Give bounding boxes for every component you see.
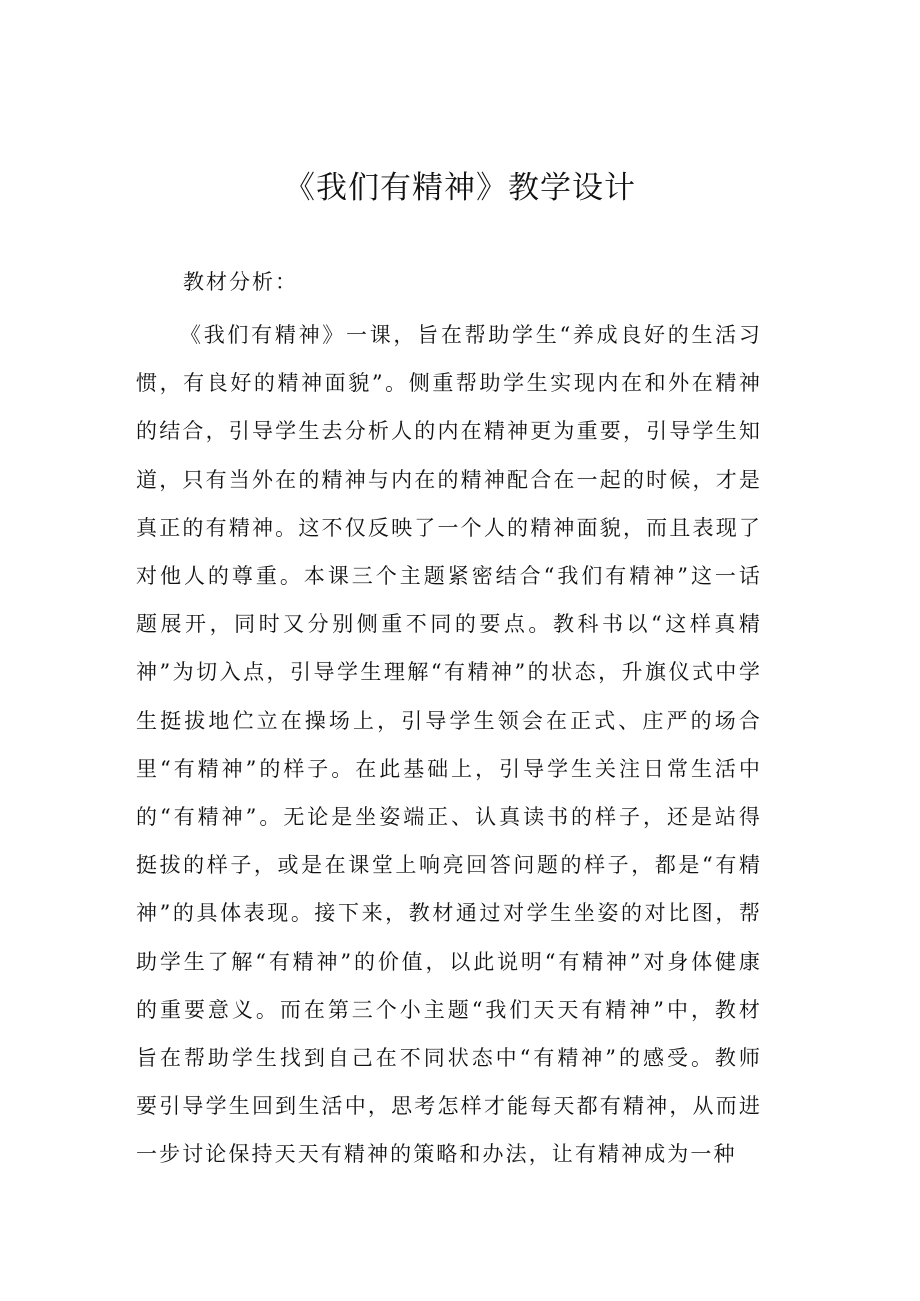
body-paragraph: 《我们有精神》一课，旨在帮助学生“养成良好的生活习惯，有良好的精神面貌”。侧重帮助学生实现内在和外在精神的结合，引导学生去分析人的内在精神更为重要，引导学生知道，只有当外在的精神与内在的精神配合在一起的时候，才是真正的有精神。这不仅反映了一个人的精神面貌，而且表现了对他人的尊重。本课三个主题紧密结合“我们有精神”这一话题展开，同时又分别侧重不同的要点。教科书以“这样真精神”为切入点，引导学生理解“有精神”的状态，升旗仪式中学生挺拔地伫立在操场上，引导学生领会在正式、庄严的场合里“有精神”的样子。在此基础上，引导学生关注日常生活中的“有精神”。无论是坐姿端正、认真读书的样子，还是站得挺拔的样子，或是在课堂上响亮回答问题的样子，都是“有精神”的具体表现。接下来，教材通过对学生坐姿的对比图，帮助学生了解“有精神”的价值，以此说明“有精神”对身体健康的重要意义。而在第三个小主题“我们天天有精神”中，教材旨在帮助学生找到自己在不同状态中“有精神”的感受。教师要引导学生回到生活中，思考怎样才能每天都有精神，从而进一步讨论保持天天有精神的策略和办法，让有精神成为一种 [136,323,762,1167]
section-heading: 教材分析： [183,270,298,294]
document-title: 《我们有精神》教学设计 [284,170,636,206]
